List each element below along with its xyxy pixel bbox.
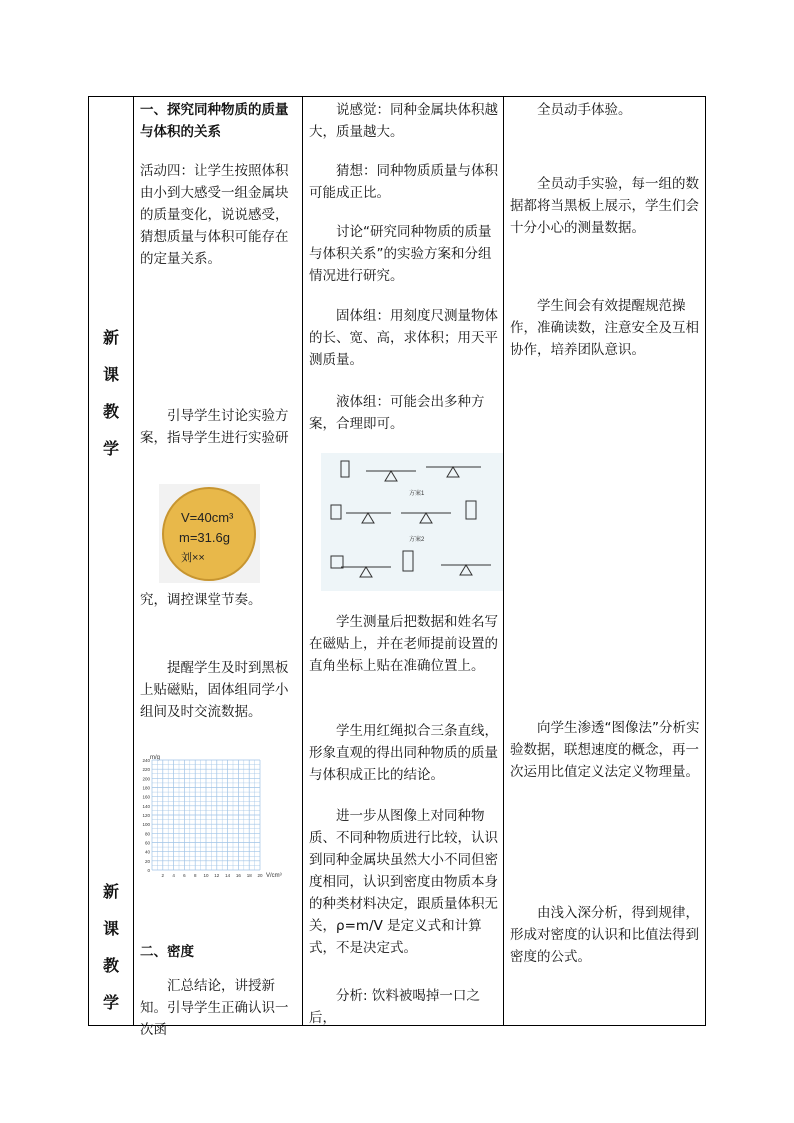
x-tick-label: 4 [172, 873, 175, 878]
section-heading-1: 一、探究同种物质的质量与体积的关系 [140, 102, 289, 140]
col3-para-5: 由浅入深分析，得到规律，形成对密度的认识和比值法得到密度的公式。 [510, 905, 699, 965]
y-tick-label: 40 [144, 849, 150, 855]
side-char: 新 [102, 328, 119, 347]
side-label-top [89, 319, 133, 467]
side-char: 教 [102, 956, 119, 975]
y-tick-label: 220 [142, 767, 150, 773]
side-char: 教 [102, 402, 119, 421]
experiment-figure [321, 453, 503, 591]
remind-text: 提醒学生及时到黑板上贴磁贴，固体组同学小组间及时交流数据。 [140, 660, 289, 720]
y-tick-label: 180 [142, 785, 150, 791]
column-divider [503, 97, 504, 1025]
col3-para-3: 学生间会有效提醒规范操作，准确读数，注意安全及互相协作，培养团队意识。 [510, 298, 699, 358]
magnet-volume: V=40cm³ [181, 510, 234, 525]
x-tick-label: 6 [183, 873, 186, 878]
graph-xlabel: V/cm³ [266, 873, 282, 879]
col2-para-9: 分析: 饮料被喝掉一口之后， [309, 988, 480, 1026]
y-tick-label: 0 [147, 868, 150, 873]
y-tick-label: 200 [142, 776, 150, 782]
x-tick-label: 14 [225, 873, 231, 878]
y-tick-label: 60 [144, 840, 150, 846]
beaker-icon [341, 461, 349, 477]
x-tick-label: 12 [214, 873, 220, 878]
side-char: 新 [102, 882, 119, 901]
beaker-icon [466, 501, 476, 519]
guide-text-cont: 究，调控课堂节奏。 [140, 592, 262, 608]
col2-para-6: 学生测量后把数据和姓名写在磁贴上，并在老师提前设置的直角坐标上贴在准确位置上。 [309, 614, 498, 674]
col2-para-8: 进一步从图像上对同种物质、不同种物质进行比较，认识到同种金属块虽然大小不同但密度相同，认识到密度由物质本身的种类材料决定，跟质量体积无关，ρ=m/V 是定义式和计算式，不是决定式。 [309, 808, 498, 956]
x-tick-label: 8 [193, 873, 197, 878]
col2-para-3: 讨论“研究同种物质的质量与体积关系”的实验方案和分组情况进行研究。 [309, 224, 492, 284]
col2-para-5: 液体组：可能会出多种方案，合理即可。 [309, 394, 485, 432]
magnet-name: 刘×× [181, 552, 205, 564]
col2-para-7: 学生用红绳拟合三条直线，形象直观的得出同种物质的质量与体积成正比的结论。 [309, 723, 498, 783]
col3-para-4: 向学生渗透“图像法”分析实验数据，联想速度的概念，再一次运用比值定义法定义物理量。 [510, 720, 700, 780]
side-char: 课 [102, 365, 119, 384]
section-heading-2: 二、密度 [140, 944, 194, 960]
beaker-icon [403, 551, 413, 571]
side-char: 学 [102, 439, 119, 458]
graph-ylabel: m/g [150, 755, 161, 761]
guide-text: 引导学生讨论实验方案，指导学生进行实验研 [140, 408, 289, 446]
y-tick-label: 100 [142, 822, 150, 828]
col2-para-1: 说感觉：同种金属块体积越大，质量越大。 [309, 102, 498, 140]
activity-four-text: 活动四：让学生按照体积由小到大感受一组金属块的质量变化，说说感受，猜想质量与体积可能存在的定量关系。 [140, 163, 289, 267]
x-tick-label: 20 [257, 873, 263, 878]
x-tick-label: 10 [203, 873, 209, 878]
figure-label-1: 方案1 [409, 491, 425, 497]
column-divider [133, 97, 134, 1025]
col3-para-2: 全员动手实验，每一组的数据都将当黑板上展示，学生们会十分小心的测量数据。 [510, 176, 699, 236]
y-tick-label: 140 [142, 803, 150, 809]
y-tick-label: 80 [144, 831, 150, 837]
magnet-photo [159, 484, 260, 583]
col3-para-1: 全员动手体验。 [537, 102, 632, 118]
y-tick-label: 240 [142, 758, 150, 763]
x-tick-label: 2 [161, 873, 165, 878]
col2-para-2: 猜想：同种物质质量与体积可能成正比。 [309, 163, 498, 201]
beaker-icon [331, 505, 341, 519]
col2-para-4: 固体组：用刻度尺测量物体的长、宽、高，求体积；用天平测质量。 [309, 308, 498, 368]
coordinate-grid [138, 752, 290, 880]
y-tick-label: 20 [144, 858, 150, 864]
side-char: 学 [102, 993, 119, 1012]
y-tick-label: 120 [142, 813, 150, 818]
side-label-bottom [89, 873, 133, 1021]
x-tick-label: 16 [235, 873, 241, 878]
side-char: 课 [102, 919, 119, 938]
x-tick-label: 18 [246, 873, 252, 878]
column-divider [302, 97, 303, 1025]
summary-text: 汇总结论，讲授新知。引导学生正确认识一次函 [140, 978, 289, 1038]
beaker-icon [331, 556, 343, 568]
figure-label-2: 方案2 [409, 537, 425, 543]
magnet-mass: m=31.6g [179, 530, 230, 545]
y-tick-label: 160 [142, 794, 150, 800]
